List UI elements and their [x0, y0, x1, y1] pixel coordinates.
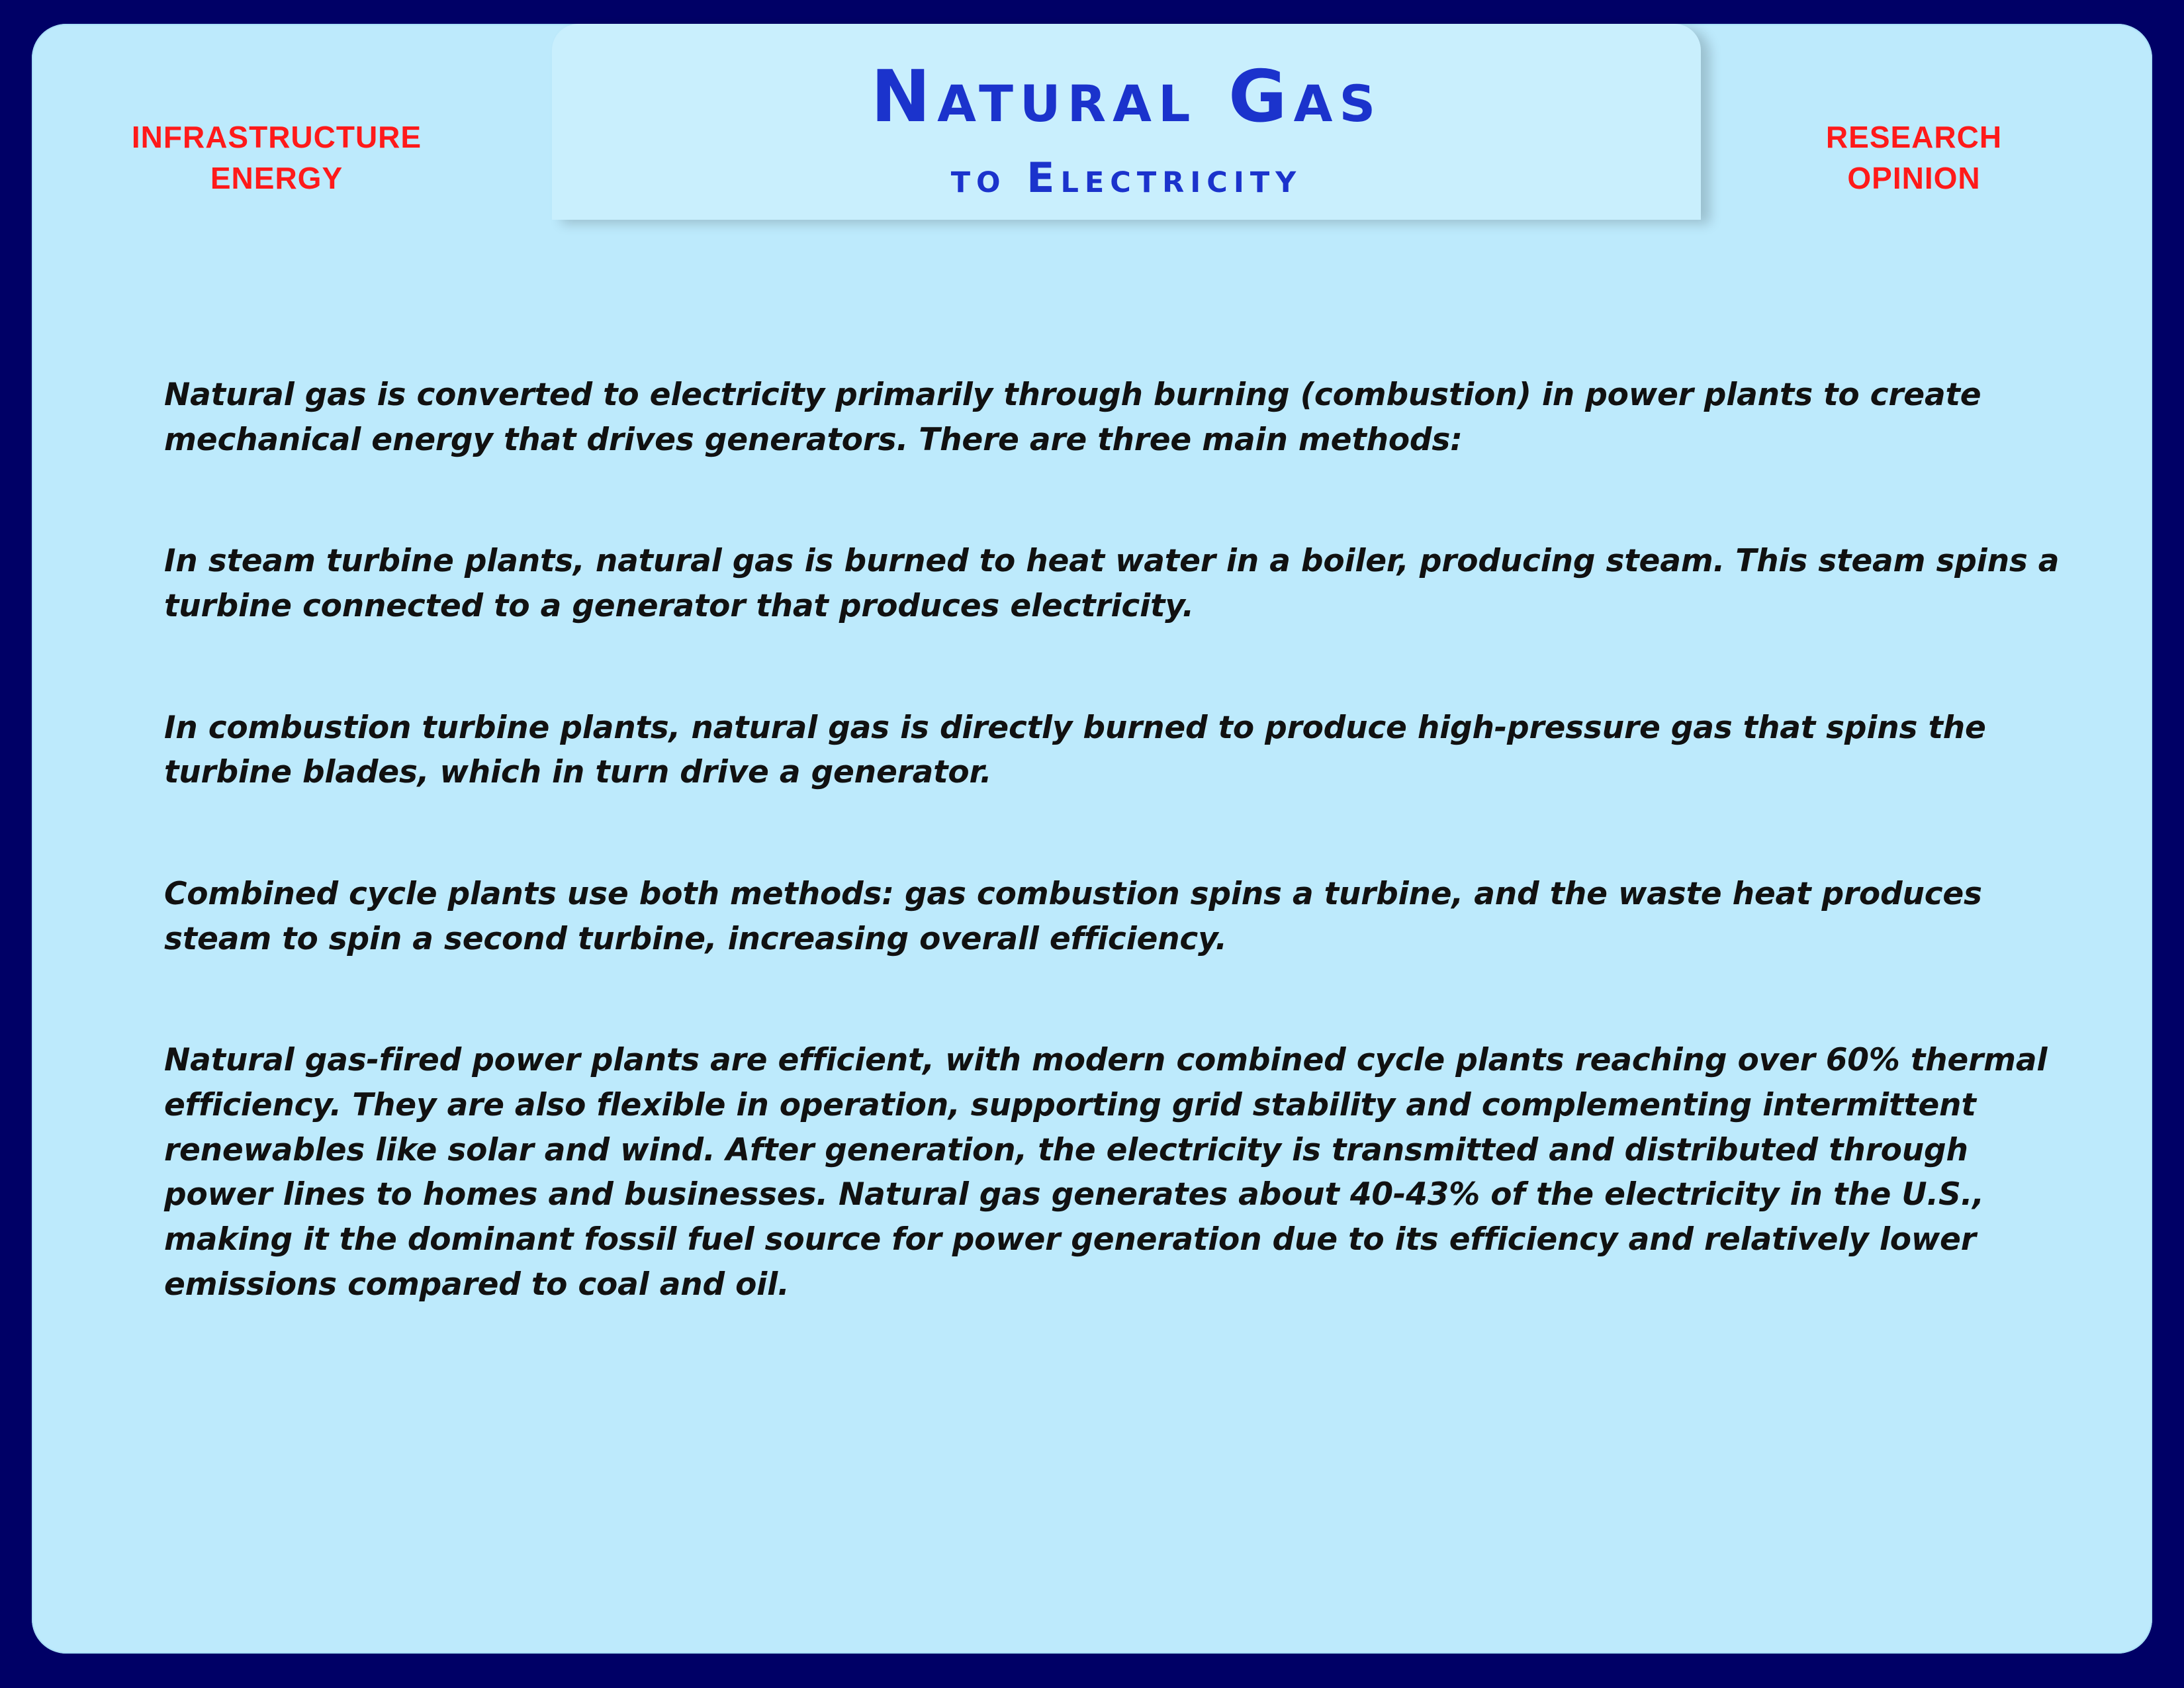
title-tab [552, 24, 1701, 220]
category-tag-left-line2: ENERGY [210, 161, 343, 196]
body-content [164, 342, 2083, 1533]
page-subtitle: to Electricity [950, 154, 1302, 202]
slide-panel [32, 24, 2152, 1654]
paragraph: In combustion turbine plants, natural gas is directly burned to produce high-pressure gas that spins the turbine blades, which in turn drive a generator. [164, 709, 1986, 791]
category-tag-left [78, 117, 475, 199]
paragraph: Natural gas is converted to electricity primarily through burning (combustion) in power plants to create mechanical energy that drives generators. There are three main methods: [164, 377, 1981, 458]
category-tag-right-line2: OPINION [1847, 161, 1981, 196]
category-tag-left-line1: INFRASTRUCTURE [131, 120, 422, 154]
page-title: Natural Gas [870, 56, 1383, 138]
category-tag-right [1715, 117, 2113, 199]
paragraph: Natural gas-fired power plants are efficient, with modern combined cycle plants reaching over 60% thermal efficiency. They are also flexible in operation, supporting grid stability and complementing intermittent renewables like solar and wind. After generation, the electricity is transmitted and distributed through power lines to homes and businesses. Natural gas generates about 40-43% of the electricity in the U.S., making it the dominant fossil fuel source for power generation due to its efficiency and relatively lower emissions compared to coal and oil. [164, 1042, 2048, 1303]
paragraph: Combined cycle plants use both methods: gas combustion spins a turbine, and the waste heat produces steam to spin a second turbine, increasing overall efficiency. [164, 876, 1982, 957]
paragraph: In steam turbine plants, natural gas is burned to heat water in a boiler, producing steam. This steam spins a turbine connected to a generator that produces electricity. [164, 543, 2060, 625]
category-tag-right-line1: RESEARCH [1825, 120, 2003, 154]
